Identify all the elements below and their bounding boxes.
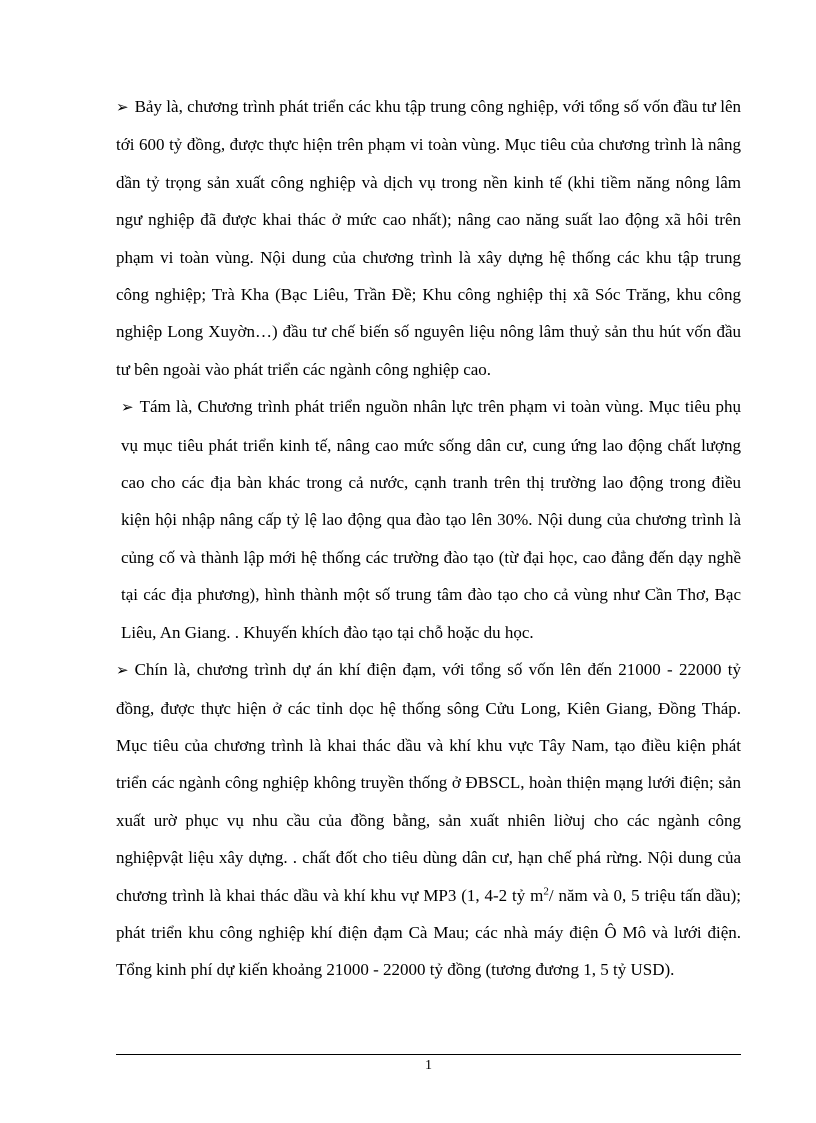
superscript: 2 (543, 884, 549, 897)
footer-divider (116, 1054, 741, 1055)
paragraph-text: Tám là, Chương trình phát triển nguồn nhân lực trên phạm vi toàn vùng. Mục tiêu phụ vụ mục tiêu phát triển kinh tế, nâng cao mức sống dân cư, cung ứng lao động chất lượng cao cho các địa bàn khác trong cả nước, cạnh tranh trên thị trường lao động trong điều kiện hội nhập nâng cấp tỷ lệ lao động qua đào tạo lên 30%. Nội dung của chương trình là củng cố và thành lập mới hệ thống các trường đào tạo (từ đại học, cao đẳng đến dạy nghề tại các địa phương), hình thành một số trung tâm đào tạo cho cả vùng như Cần Thơ, Bạc Liêu, An Giang. . Khuyến khích đào tạo tại chỗ hoặc du học. (121, 397, 741, 642)
paragraph-bay-la (116, 88, 741, 388)
arrow-bullet-icon: ➢ (116, 98, 129, 116)
paragraph-text-continued: / năm và 0, 5 triệu tấn dầu); phát triển khu công nghiệp khí điện đạm Cà Mau; các nhà máy điện Ô Mô và lưới điện. Tổng kinh phí dự kiến khoảng 21000 - 22000 tỷ đồng (tương đương 1, 5 tỷ USD). (116, 885, 742, 980)
arrow-bullet-icon: ➢ (121, 398, 134, 417)
paragraph-chin-la (116, 651, 741, 989)
paragraph-text: Chín là, chương trình dự án khí điện đạm, với tổng số vốn lên đến 21000 - 22000 tỷ đồng, được thực hiện ở các tỉnh dọc hệ thống sông Cửu Long, Kiên Giang, Đồng Tháp. Mục tiêu của chương trình là khai thác dầu và khí khu vực Tây Nam, tạo điều kiện phát triển các ngành công nghiệp không truyền thống ở ĐBSCL, hoàn thiện mạng lưới điện; sản xuất urờ phục vụ nhu cầu của đồng bằng, sản xuất nhiên liờuj cho các ngành công nghiệpvật liệu xây dựng. . chất đốt cho tiêu dùng dân cư, hạn chế phá rừng. Nội dung của chương trình là khai thác dầu và khí khu vự MP3 (1, 4-2 tỷ m (116, 660, 741, 905)
paragraph-text: Bảy là, chương trình phát triển các khu tập trung công nghiệp, với tổng số vốn đầu tư lên tới 600 tỷ đồng, được thực hiện trên phạm vi toàn vùng. Mục tiêu của chương trình là nâng dần tỷ trọng sản xuất công nghiệp và dịch vụ trong nền kinh tế (khi tiềm năng nông lâm ngư nghiệp đã được khai thác ở mức cao nhất); nâng cao năng suất lao động xã hôi trên phạm vi toàn vùng. Nội dung của chương trình là xây dựng hệ thống các khu tập trung công nghiệp; Trà Kha (Bạc Liêu, Trần Đề; Khu công nghiệp thị xã Sóc Trăng, khu công nghiệp Long Xuyờn…) đầu tư chế biến số nguyên liệu nông lâm thuỷ sản thu hút vốn đầu tư bên ngoài vào phát triển các ngành công nghiệp cao. (116, 97, 741, 379)
page-number: 1 (425, 1058, 432, 1073)
paragraph-tam-la (116, 388, 741, 651)
arrow-bullet-icon: ➢ (116, 661, 129, 680)
document-body (116, 88, 741, 989)
